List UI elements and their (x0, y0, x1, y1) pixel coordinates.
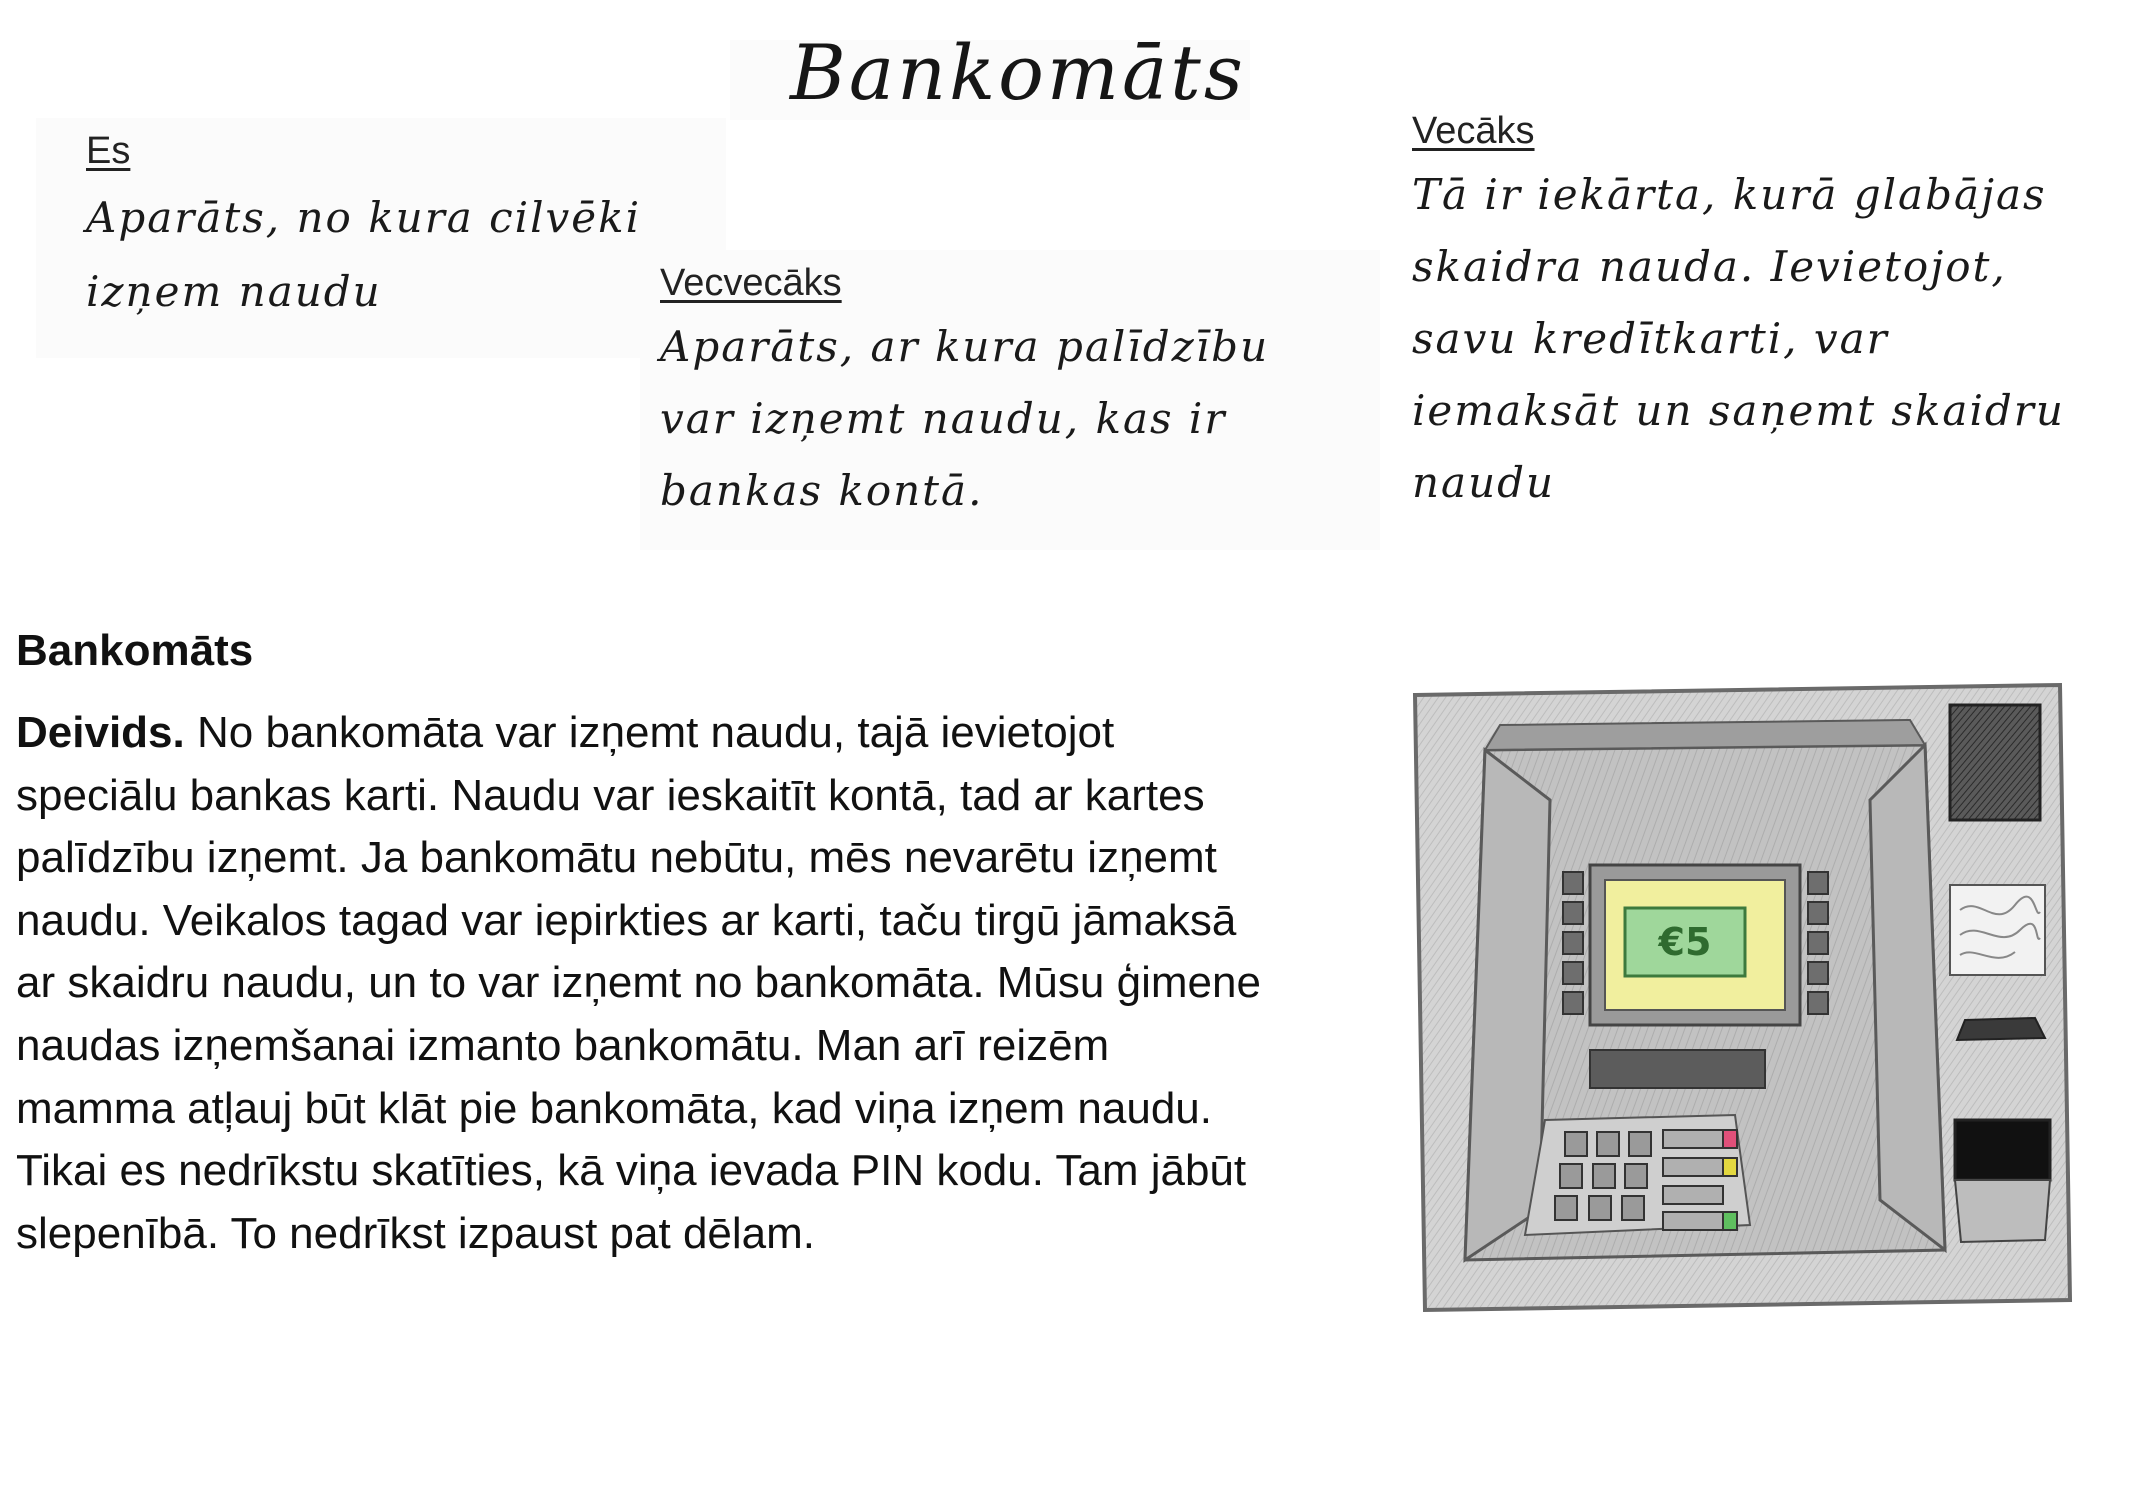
cash-dispenser (1955, 1120, 2050, 1180)
answer-vecaks (1412, 110, 2065, 519)
atm-speaker (1950, 705, 2040, 820)
essay (16, 626, 1266, 1265)
answer-vecvecaks-line: bankas kontā. (660, 466, 984, 515)
answer-vecvecaks-line: var izņemt naudu, kas ir (660, 394, 1227, 443)
handwritten-scan (0, 0, 2154, 560)
answer-es-label: Es (86, 130, 131, 172)
cash-tray (1955, 1180, 2050, 1242)
essay-heading: Bankomāts (16, 626, 254, 675)
answer-vecaks-line: iemaksāt un saņemt skaidru (1412, 386, 2065, 435)
essay-text: No bankomāta var izņemt naudu, tajā ievietojot speciālu bankas karti. Naudu var ieskaitīt kontā, tad ar kartes palīdzību izņemt. Ja bankomātu nebūtu, mēs nevarētu izņemt naudu. Veikalos tagad var iepirkties ar karti, taču tirgū jāmaksā ar skaidru naudu, un to var izņemt no bankomāta. Mūsu ģimene naudas izņemšanai izmanto bankomātu. Man arī reizēm mamma atļauj būt klāt pie bankomāta, kad viņa izņem naudu. Tikai es nedrīkstu skatīties, kā viņa ievada PIN kodu. Tam jābūt slepenībā. To nedrīkst izpaust pat dēlam. (16, 708, 1261, 1258)
atm-illustration (1405, 650, 2085, 1340)
atm-drawing (1405, 650, 2085, 1340)
answer-vecaks-line: savu kredītkarti, var (1412, 314, 1889, 363)
answer-es-line: izņem naudu (86, 267, 382, 316)
banknote-label: €5 (1658, 920, 1712, 964)
atm-top-trim (1485, 720, 1925, 750)
answer-vecaks-line: naudu (1412, 458, 1556, 507)
essay-body (16, 702, 1266, 1265)
answer-vecaks-line: skaidra nauda. Ievietojot, (1412, 242, 2007, 291)
answer-vecvecaks-label: Vecvecāks (660, 262, 842, 304)
answer-es (86, 130, 641, 329)
receipt-slot (1957, 1018, 2045, 1040)
handwritten-title: Bankomāts (790, 28, 1246, 117)
answer-vecvecaks-line: Aparāts, ar kura palīdzību (660, 322, 1270, 371)
answer-vecvecaks (660, 262, 1269, 527)
essay-author: Deivids. (16, 708, 185, 757)
card-slot (1590, 1050, 1765, 1088)
answer-vecaks-line: Tā ir iekārta, kurā glabājas (1412, 170, 2047, 219)
answer-es-line: Aparāts, no kura cilvēki (86, 193, 642, 242)
answer-vecaks-label: Vecāks (1412, 110, 1535, 152)
keypad-keys (1555, 1132, 1651, 1220)
